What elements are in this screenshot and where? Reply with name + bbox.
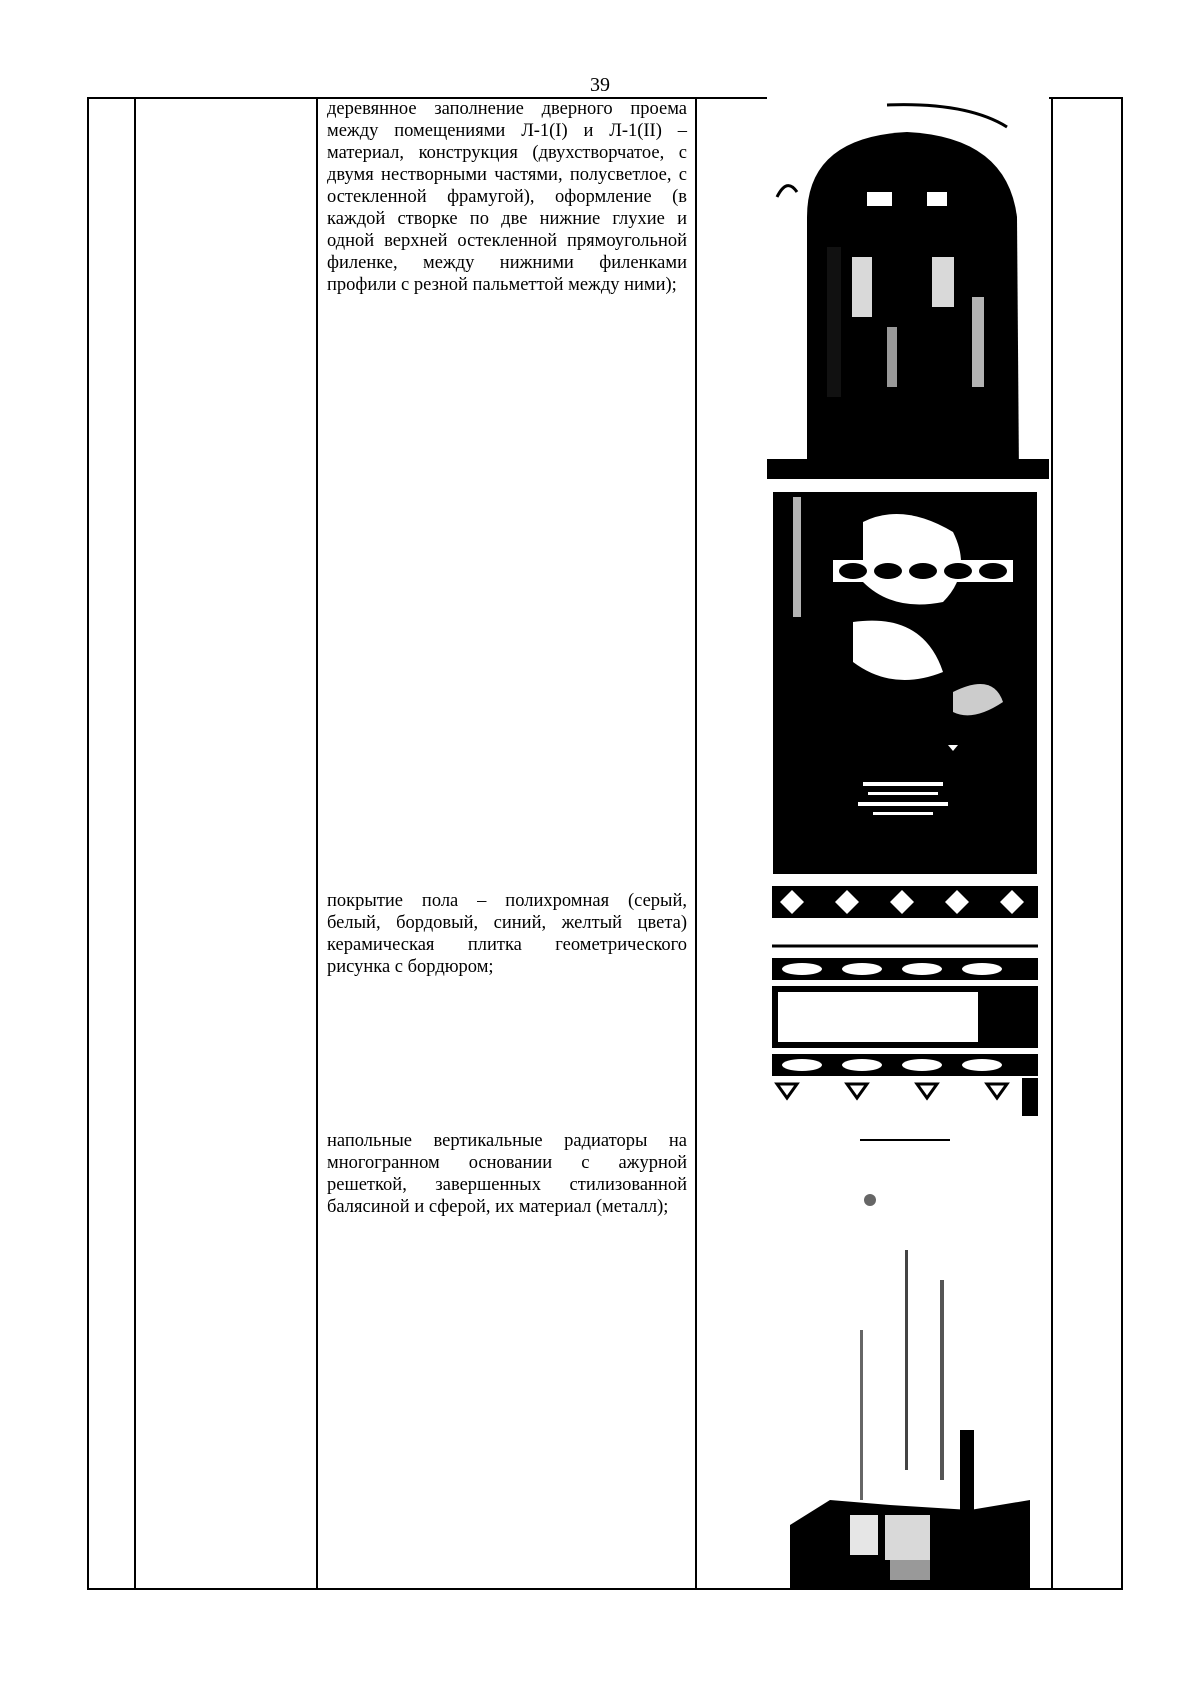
column-divider-3 xyxy=(695,99,697,1588)
photo-doorway-arch xyxy=(767,97,1049,479)
description-text-radiators: напольные вертикальные радиаторы на многогранном основании с ажурной решеткой, завершенных стилизованной балясиной и сферой, их материал (металл); xyxy=(327,1131,687,1217)
column-divider-2 xyxy=(316,99,318,1588)
photo-door-detail xyxy=(773,492,1037,874)
column-divider-4 xyxy=(1051,99,1053,1588)
photo-floor-tiles xyxy=(772,886,1038,1116)
column-divider-1 xyxy=(134,99,136,1588)
photo-radiator xyxy=(790,1130,1030,1590)
description-text-door: деревянное заполнение дверного проема между помещениями Л-1(I) и Л-1(II) – материал, конструкция (двухстворчатое, с двумя нестворными частями, полусветлое, с остекленной фрамугой), оформление (в каждой створке по две нижние глухие и одной верхней остекленной прямоугольной филенке, между нижними филенками профили с резной пальметтой между ними); xyxy=(327,99,687,295)
page-number: 39 xyxy=(590,74,610,96)
description-text-floor: покрытие пола – полихромная (серый, белый, бордовый, синий, желтый цвета) керамическая плитка геометрического рисунка с бордюром; xyxy=(327,891,687,977)
